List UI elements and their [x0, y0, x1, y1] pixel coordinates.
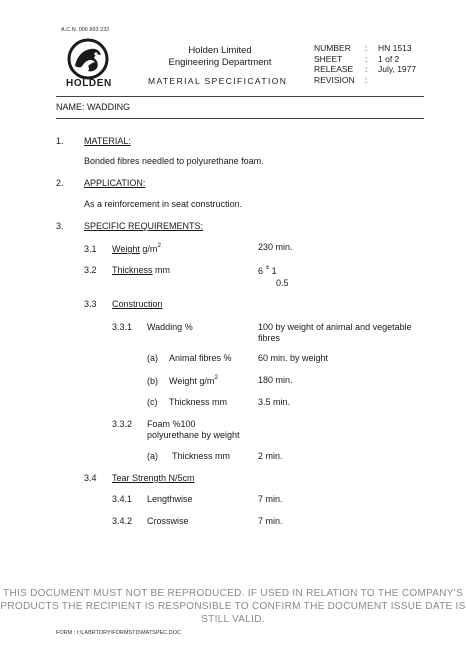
req-3-1-label-text: Weight: [112, 244, 140, 254]
req-3-3-number: 3.3: [84, 299, 97, 309]
req-3-4-number: 3.4: [84, 473, 97, 483]
section-1-text: Bonded fibres needled to polyurethane foam.: [84, 156, 264, 166]
req-3-3-2-label: [147, 419, 240, 441]
req-3-3-1-number: 3.3.1: [112, 322, 133, 332]
req-c-value: 3.5 min.: [258, 397, 291, 407]
req-3-3-1-label: Wadding %: [147, 322, 193, 332]
req-b-value: 180 min.: [258, 375, 293, 385]
material-name: NAME: WADDING: [56, 102, 131, 112]
req-3-2-value: [258, 266, 277, 276]
meta-sep: :: [365, 43, 368, 53]
req-3-4-1-label: Lengthwise: [147, 494, 193, 504]
req-foam-a-label: Thickness mm: [172, 451, 231, 461]
company-block: [150, 45, 290, 69]
meta-sep: :: [365, 53, 368, 64]
req-3-2-tolerance-plus: 1: [271, 266, 277, 276]
req-3-4-1-value: 7 min.: [258, 494, 283, 504]
req-3-1-label: [112, 244, 161, 254]
meta-key: NUMBER: [314, 43, 351, 53]
meta-sep: :: [365, 64, 368, 75]
req-3-1-value: 230 min.: [258, 242, 293, 252]
meta-value: July, 1977: [378, 64, 417, 75]
req-c-marker: (c): [147, 397, 158, 407]
header-divider: [56, 96, 424, 97]
meta-row-release: [314, 64, 416, 75]
section-1-number: 1.: [56, 136, 64, 146]
req-3-3-2-number: 3.3.2: [112, 419, 133, 429]
req-3-2-number: 3.2: [84, 265, 97, 275]
req-3-4-label: Tear Strength N/5cm: [112, 473, 195, 483]
meta-sep: :: [365, 74, 368, 85]
req-a-label: Animal fibres %: [169, 353, 232, 363]
req-3-2-nominal: 6: [258, 266, 264, 276]
req-3-2-plus-minus: ±: [265, 264, 270, 271]
req-b-label: [169, 376, 218, 386]
form-path: FORM : I:\LABRTORY\FORMSTD\MATSPEC.DOC: [56, 630, 181, 636]
req-3-4-2-label: Crosswise: [147, 516, 189, 526]
req-3-3-1-value-line-2: fibres: [258, 333, 281, 343]
req-3-4-2-value: 7 min.: [258, 516, 283, 526]
req-b-label-text: Weight g/m: [169, 376, 215, 386]
req-b-marker: (b): [147, 376, 158, 386]
meta-key: RELEASE: [314, 64, 354, 75]
section-2-text: As a reinforcement in seat construction.: [84, 199, 243, 209]
brand-wordmark: HOLDEN: [66, 78, 112, 89]
section-3-number: 3.: [56, 221, 64, 231]
req-3-2-label-text: Thickness: [112, 265, 153, 275]
req-3-3-1-value-line-1: 100 by weight of animal and vegetable: [258, 322, 412, 332]
req-b-unit-exponent: 2: [214, 374, 218, 381]
meta-row-sheet: [314, 54, 416, 65]
department-name: Engineering Department: [168, 57, 272, 68]
req-3-3-1-value: [258, 322, 412, 344]
meta-value: HN 1513: [378, 43, 412, 53]
meta-key: SHEET: [314, 53, 343, 64]
document-type: MATERIAL SPECIFICATION: [148, 76, 288, 86]
name-divider: [56, 118, 424, 119]
meta-row-revision: [314, 75, 416, 86]
meta-value: 1 of 2: [378, 53, 400, 64]
req-3-1-unit-exponent: 2: [157, 242, 162, 249]
req-3-2-tolerance-minus: 0.5: [276, 278, 289, 288]
meta-row-number: [314, 43, 416, 54]
section-1-title: MATERIAL:: [84, 136, 131, 146]
req-foam-a-value: 2 min.: [258, 451, 283, 461]
req-3-2-label: [112, 265, 170, 275]
req-3-1-unit: g/m: [142, 244, 158, 254]
req-3-4-2-number: 3.4.2: [112, 516, 133, 526]
reproduction-warning: THIS DOCUMENT MUST NOT BE REPRODUCED. IF USED IN RELATION TO THE COMPANY'S PRODUCTS THE RECIPIENT IS RESPONSIBLE TO CONFIRM THE DOCUMENT ISSUE DATE IS STILL VALID.: [0, 588, 466, 625]
req-3-4-1-number: 3.4.1: [112, 494, 133, 504]
req-c-label: Thickness mm: [169, 397, 228, 407]
meta-key: REVISION: [314, 74, 355, 85]
acn-number: A.C.N. 006 893 232: [61, 27, 110, 33]
req-a-marker: (a): [147, 353, 158, 363]
meta-value: [378, 75, 416, 86]
req-3-3-2-label-line-1: Foam %100: [147, 419, 196, 429]
section-2-number: 2.: [56, 178, 64, 188]
company-name: Holden Limited: [188, 45, 252, 56]
req-a-value: 60 min. by weight: [258, 353, 329, 363]
req-3-2-unit: mm: [155, 265, 171, 275]
req-3-1-number: 3.1: [84, 244, 97, 254]
section-2-title: APPLICATION:: [84, 178, 146, 188]
section-3-title: SPECIFIC REQUIREMENTS:: [84, 221, 204, 231]
req-3-3-2-label-line-2: polyurethane by weight: [147, 430, 240, 440]
req-foam-a-marker: (a): [147, 451, 158, 461]
req-3-3-label: Construction: [112, 299, 163, 309]
document-meta-table: [314, 43, 416, 85]
